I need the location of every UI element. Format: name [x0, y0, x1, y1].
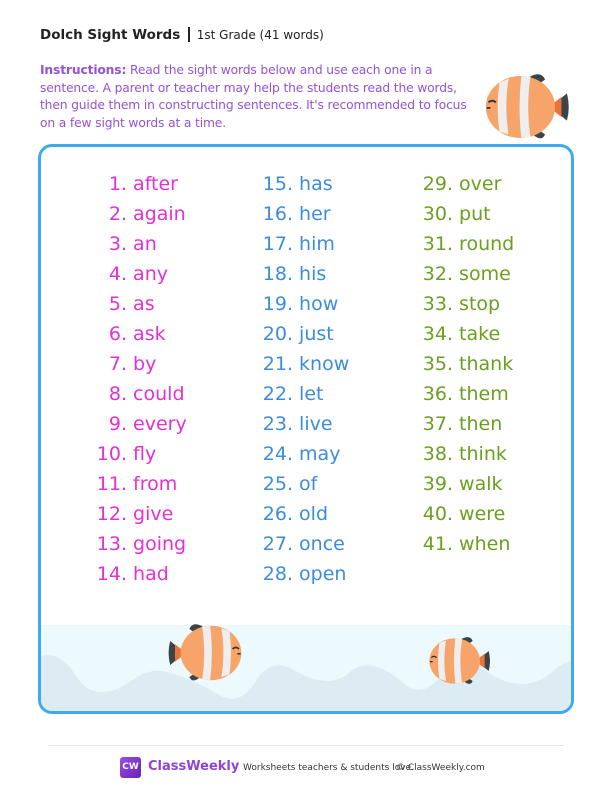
sight-word: then — [459, 413, 503, 435]
word-number: 6. — [108, 323, 127, 345]
divider — [188, 27, 190, 42]
sight-word: fly — [133, 443, 157, 465]
word-item — [237, 529, 349, 559]
word-number: 39. — [422, 473, 453, 495]
sight-word: going — [133, 533, 187, 555]
word-number: 8. — [108, 383, 127, 405]
word-number: 38. — [422, 443, 453, 465]
word-item — [237, 229, 349, 259]
classweekly-logo: CW — [120, 757, 141, 778]
word-number: 1. — [108, 173, 127, 195]
sight-word: any — [133, 263, 168, 285]
word-item — [417, 319, 514, 349]
word-number: 21. — [262, 353, 293, 375]
word-number: 18. — [262, 263, 293, 285]
word-item — [237, 379, 349, 409]
sight-word: by — [133, 353, 157, 375]
word-number: 33. — [422, 293, 453, 315]
footer-divider — [48, 745, 564, 746]
sight-word: open — [299, 563, 347, 585]
word-item — [417, 349, 514, 379]
word-item — [237, 469, 349, 499]
word-item — [77, 379, 187, 409]
word-item — [417, 529, 514, 559]
instructions-text: Read the sight words below and use each one in a sentence. A parent or teacher may help the students read the words, then guide them in constructing sentences. It's recommended to focus on a few sight words at a time. — [40, 63, 467, 130]
sight-word: thank — [459, 353, 514, 375]
word-item — [237, 499, 349, 529]
word-item — [237, 439, 349, 469]
sight-word: her — [299, 203, 331, 225]
word-item — [77, 559, 187, 589]
word-number: 37. — [422, 413, 453, 435]
instructions — [40, 62, 480, 132]
sight-word: after — [133, 173, 178, 195]
word-number: 25. — [262, 473, 293, 495]
word-item — [77, 499, 187, 529]
word-item — [77, 349, 187, 379]
word-item — [417, 169, 514, 199]
word-item — [77, 469, 187, 499]
word-item — [237, 559, 349, 589]
word-number: 34. — [422, 323, 453, 345]
word-item — [237, 169, 349, 199]
word-item — [77, 229, 187, 259]
word-number: 23. — [262, 413, 293, 435]
sight-word: walk — [459, 473, 503, 495]
word-number: 13. — [96, 533, 127, 555]
word-number: 40. — [422, 503, 453, 525]
page-header — [40, 27, 324, 43]
word-number: 20. — [262, 323, 293, 345]
word-number: 11. — [96, 473, 127, 495]
sight-word: again — [133, 203, 186, 225]
sight-word: them — [459, 383, 509, 405]
sight-word: has — [299, 173, 333, 195]
word-number: 3. — [108, 233, 127, 255]
word-item — [77, 439, 187, 469]
word-item — [237, 409, 349, 439]
word-number: 10. — [96, 443, 127, 465]
word-item — [417, 469, 514, 499]
word-item — [237, 349, 349, 379]
sight-word: could — [133, 383, 185, 405]
word-number: 9. — [108, 413, 127, 435]
word-item — [417, 499, 514, 529]
word-number: 41. — [422, 533, 453, 555]
sight-word: over — [459, 173, 502, 195]
sight-word: round — [459, 233, 515, 255]
word-item — [77, 259, 187, 289]
clownfish-icon — [478, 66, 572, 148]
sight-word: let — [299, 383, 324, 405]
sight-word: from — [133, 473, 178, 495]
word-column-2 — [237, 169, 349, 589]
sight-word: had — [133, 563, 169, 585]
footer-copyright: © ClassWeekly.com — [396, 763, 485, 773]
word-number: 16. — [262, 203, 293, 225]
word-item — [77, 409, 187, 439]
word-item — [77, 289, 187, 319]
sight-word: his — [299, 263, 327, 285]
word-item — [237, 319, 349, 349]
instructions-label: Instructions: — [40, 63, 127, 77]
word-number: 15. — [262, 173, 293, 195]
word-item — [77, 169, 187, 199]
word-number: 7. — [108, 353, 127, 375]
word-number: 32. — [422, 263, 453, 285]
word-number: 24. — [262, 443, 293, 465]
sight-word: some — [459, 263, 511, 285]
word-number: 29. — [422, 173, 453, 195]
word-number: 5. — [108, 293, 127, 315]
word-number: 26. — [262, 503, 293, 525]
word-number: 4. — [108, 263, 127, 285]
word-number: 2. — [108, 203, 127, 225]
sight-word: live — [299, 413, 333, 435]
word-item — [237, 199, 349, 229]
word-item — [417, 229, 514, 259]
word-item — [77, 199, 187, 229]
word-number: 14. — [96, 563, 127, 585]
word-item — [417, 409, 514, 439]
sight-word: give — [133, 503, 174, 525]
sight-word: ask — [133, 323, 166, 345]
word-item — [417, 199, 514, 229]
word-item — [417, 379, 514, 409]
word-number: 22. — [262, 383, 293, 405]
word-item — [237, 259, 349, 289]
word-number: 27. — [262, 533, 293, 555]
word-number: 19. — [262, 293, 293, 315]
word-number: 36. — [422, 383, 453, 405]
brand-name: ClassWeekly — [148, 759, 240, 774]
sight-word: put — [459, 203, 491, 225]
page-subtitle: 1st Grade (41 words) — [196, 28, 324, 42]
word-item — [237, 289, 349, 319]
word-item — [417, 439, 514, 469]
page-title: Dolch Sight Words — [40, 27, 181, 43]
sight-word: as — [133, 293, 155, 315]
sight-word: an — [133, 233, 157, 255]
sight-word: think — [459, 443, 507, 465]
sight-word: every — [133, 413, 187, 435]
word-item — [77, 319, 187, 349]
word-item — [77, 529, 187, 559]
word-column-1 — [77, 169, 187, 589]
footer-tagline: Worksheets teachers & students love. — [243, 763, 414, 773]
clownfish-icon — [423, 631, 493, 691]
word-item — [417, 259, 514, 289]
sight-word: once — [299, 533, 345, 555]
word-number: 12. — [96, 503, 127, 525]
sight-word: of — [299, 473, 318, 495]
word-number: 17. — [262, 233, 293, 255]
sight-word: were — [459, 503, 506, 525]
sight-word: him — [299, 233, 335, 255]
word-column-3 — [417, 169, 514, 559]
sight-word: old — [299, 503, 329, 525]
sight-word: stop — [459, 293, 501, 315]
sight-word: know — [299, 353, 350, 375]
sight-word: just — [299, 323, 334, 345]
sight-word: when — [459, 533, 511, 555]
word-list-panel — [38, 144, 574, 714]
word-number: 35. — [422, 353, 453, 375]
word-number: 31. — [422, 233, 453, 255]
clownfish-icon — [163, 617, 251, 689]
word-number: 28. — [262, 563, 293, 585]
sight-word: take — [459, 323, 501, 345]
sight-word: how — [299, 293, 339, 315]
word-item — [417, 289, 514, 319]
word-number: 30. — [422, 203, 453, 225]
sight-word: may — [299, 443, 341, 465]
